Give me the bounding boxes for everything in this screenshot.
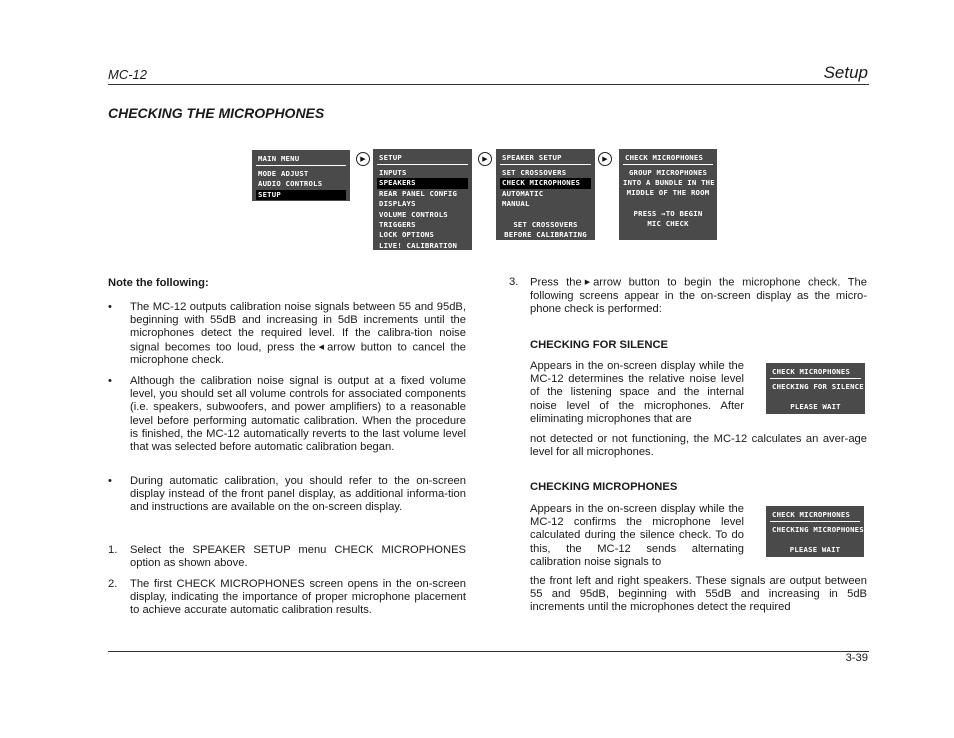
osd-wait: PLEASE WAIT [790, 402, 841, 412]
osd-speaker-setup [496, 149, 595, 240]
bullet-text: Although the calibration noise signal is output at a fixed volume level, you should set all volume controls for associated components (i.e. speakers, subwoofers, and power amplifiers) to a reasonable level before performing automatic calibration. When the procedure is finished, the MC-12 automatically reverts to the last volume level that was selected before automatic calibration began. [130, 375, 466, 454]
osd-line: GROUP MICROPHONES [628, 168, 708, 177]
header-section: Setup [823, 63, 868, 82]
header-rule [108, 84, 869, 85]
osd-title: CHECK MICROPHONES [770, 367, 861, 379]
osd-line: MIDDLE OF THE ROOM [626, 188, 710, 198]
osd-line: INTO A BUNDLE IN THE [623, 178, 715, 188]
osd-line: PRESS →TO BEGIN [633, 208, 703, 218]
note-heading: Note the following: [108, 277, 209, 289]
subheading-silence: CHECKING FOR SILENCE [530, 339, 668, 351]
section-title: CHECKING THE MICROPHONES [108, 105, 325, 121]
step-number: 2. [108, 578, 118, 590]
osd-status: CHECKING FOR SILENCE [772, 382, 864, 391]
osd-title: CHECK MICROPHONES [770, 510, 860, 522]
silence-paragraph-top: Appears in the on-screen display while the MC-12 determines the relative noise level of the listening space and the internal noise level of the microphones. After eliminating microphones that are [530, 360, 744, 425]
osd-item: REAR PANEL CONFIG [379, 188, 458, 198]
bullet-text: During automatic calibration, you should refer to the on-screen display instead of the front panel display, as additional informa-tion and instructions are available on the on-screen display. [130, 475, 466, 514]
osd-item: MANUAL [502, 199, 530, 209]
osd-status: CHECKING MICROPHONES [772, 525, 864, 534]
header-model: MC-12 [108, 67, 148, 82]
bullet-mark: • [108, 375, 112, 387]
footer-rule [108, 651, 869, 652]
bullet-text: The MC-12 outputs calibration noise signals between 55 and 95dB, beginning with 55dB and increasing in 5dB increments until the microphones detect the required level. If the calibra-tion noise signal becomes too loud, press the ◀ arrow button to cancel the microphone check. [130, 301, 467, 367]
left-arrow-icon: ◀ [318, 343, 325, 351]
osd-item: VOLUME CONTROLS [379, 209, 448, 219]
osd-line: MIC CHECK [647, 218, 689, 228]
step-text: Press the ▶ arrow button to begin the microphone check. The following screens appear in the on-screen display as the micro-phone check is performed: [530, 276, 867, 315]
osd-check-microphones [619, 149, 717, 240]
osd-title: CHECK MICROPHONES [623, 153, 713, 165]
osd-checking-silence [766, 363, 865, 414]
right-arrow-icon: ▶ [356, 152, 370, 166]
mics-paragraph-top: Appears in the on-screen display while the MC-12 confirms the microphone level calculated during the silence check. To do this, the MC-12 sends alternating calibration noise signals to [530, 503, 744, 568]
subheading-microphones: CHECKING MICROPHONES [530, 481, 678, 493]
bullet-mark: • [108, 301, 112, 313]
osd-item-selected: SETUP [256, 190, 346, 200]
osd-item-selected: SPEAKERS [377, 178, 468, 188]
osd-checking-microphones [766, 506, 864, 557]
osd-main-menu [252, 150, 350, 201]
right-arrow-icon: ▶ [598, 152, 612, 166]
osd-item: AUDIO CONTROLS [258, 179, 323, 189]
mics-paragraph-bottom: the front left and right speakers. These signals are output between 55 and 95dB, beginning with 55dB and increasing in 5dB increments until the microphones detect the required [530, 575, 867, 614]
right-arrow-icon: ▶ [478, 152, 492, 166]
osd-note: SET CROSSOVERS [513, 219, 578, 229]
step-text: Select the SPEAKER SETUP menu CHECK MICROPHONES option as shown above. [130, 544, 466, 570]
osd-item: INPUTS [379, 168, 407, 177]
osd-item-selected: CHECK MICROPHONES [500, 178, 591, 188]
osd-item: SET CROSSOVERS [502, 168, 567, 177]
osd-item: AUTOMATIC [502, 188, 544, 198]
osd-wait: PLEASE WAIT [789, 545, 841, 555]
osd-setup [373, 149, 472, 250]
right-arrow-icon: ▶ [584, 279, 591, 286]
osd-item: TRIGGERS [379, 220, 416, 230]
silence-paragraph-bottom: not detected or not functioning, the MC-12 calculates an aver-age level for all microphones. [530, 433, 867, 459]
bullet-mark: • [108, 475, 112, 487]
osd-title: SPEAKER SETUP [500, 153, 591, 165]
osd-item: LOCK OPTIONS [379, 230, 435, 240]
osd-title: SETUP [377, 153, 468, 165]
page-number: 3-39 [845, 652, 868, 664]
osd-note: BEFORE CALIBRATING [504, 229, 587, 239]
osd-item: LIVE! CALIBRATION [379, 240, 458, 250]
osd-item: DISPLAYS [379, 199, 416, 209]
step-number: 3. [509, 276, 519, 288]
osd-title: MAIN MENU [256, 154, 346, 166]
osd-item: MODE ADJUST [258, 169, 309, 178]
step-text: The first CHECK MICROPHONES screen opens in the on-screen display, indicating the importance of proper microphone placement to achieve accurate automatic calibration results. [130, 578, 466, 617]
step-number: 1. [108, 544, 118, 556]
